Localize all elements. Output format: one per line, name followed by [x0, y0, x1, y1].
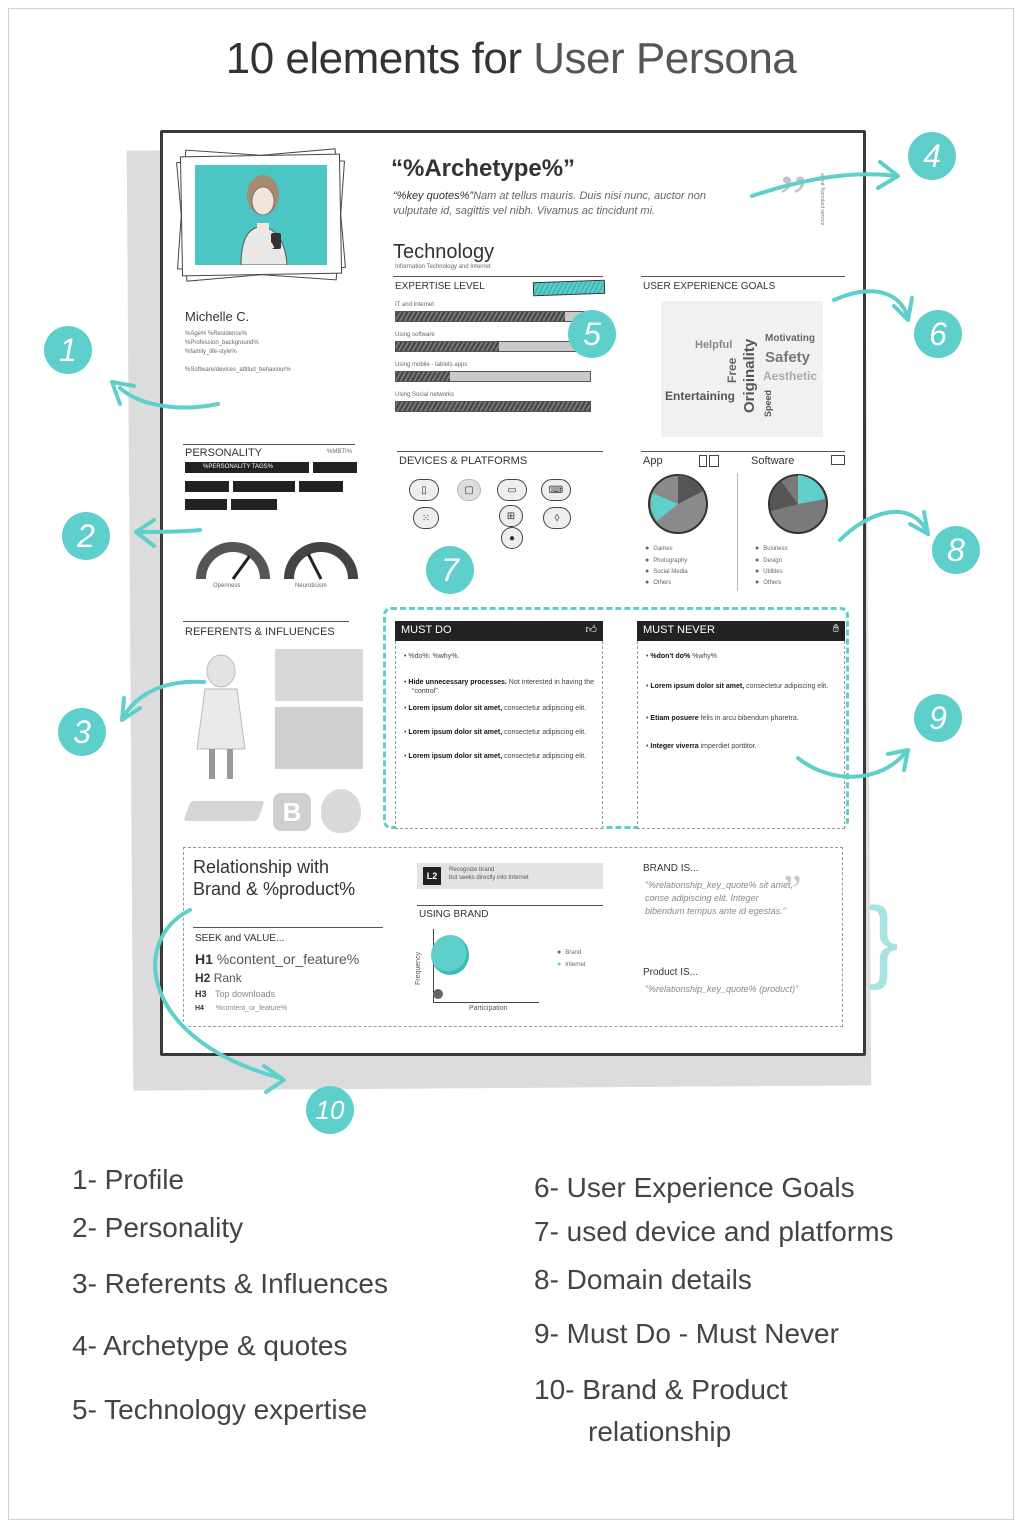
- woman-illustration: [195, 165, 327, 265]
- legend-item-10: 10- Brand & Product: [534, 1374, 788, 1405]
- software-pie-chart: [767, 473, 829, 535]
- rank-h4: [195, 1005, 287, 1012]
- must-do-title: MUST DO: [401, 624, 452, 636]
- title-light: User Persona: [533, 34, 797, 83]
- item-bold: Etiam posuere: [650, 715, 699, 722]
- brand-dot: [433, 989, 443, 999]
- personality-tag-7: [231, 499, 277, 510]
- bullet-icon: •: [404, 705, 409, 712]
- referents-header: REFERENTS & INFLUENCES: [185, 626, 335, 638]
- expertise-bar-fill: [396, 342, 499, 351]
- must-do-header: [395, 621, 603, 641]
- expertise-bar-label: Using software: [395, 332, 435, 338]
- badge-5: 5: [568, 310, 616, 358]
- tablet-device-icon: [183, 801, 264, 821]
- gauge-openness-label: Openness: [213, 583, 241, 589]
- legend-item-3: 3- Referents & Influences: [72, 1268, 388, 1299]
- product-is-quote: “%relationship_key_quote% (product)”: [645, 984, 799, 994]
- side-credit: about %product service: [819, 173, 825, 226]
- rank-h2-text: Rank: [213, 971, 242, 985]
- rank-h1: [195, 951, 359, 967]
- quote-label: “%key quotes%”: [393, 190, 474, 202]
- item-bold: %don't do%: [650, 653, 691, 660]
- software-legend-item: ● Utilities: [755, 568, 783, 575]
- x-axis-label: Participation: [469, 1005, 508, 1012]
- ux-word-speed: Speed: [763, 389, 773, 417]
- rank-h3: [195, 989, 275, 999]
- rank-h1-tag: H1: [195, 951, 213, 967]
- phone-icon: ▯: [409, 479, 439, 501]
- blackberry-icon: ⁙: [413, 507, 439, 529]
- must-do-item: [404, 652, 598, 661]
- mobile-icon: [699, 455, 707, 467]
- expertise-bar-track: [395, 311, 591, 322]
- level-badge: L2: [423, 867, 441, 885]
- profile-name: Michelle C.: [185, 309, 250, 324]
- internet-blob: [431, 935, 469, 975]
- quote-text: Nam at tellus mauris. Duis nisi nunc, auctor non vulputate id, sagittis vel nibh. Vivamus ac tincidunt mi.: [393, 190, 707, 217]
- profile-photo: [181, 155, 341, 275]
- photo-image: [195, 165, 327, 265]
- legend-item-10-cont: relationship: [588, 1416, 732, 1447]
- legend-brand: ● Brand: [557, 949, 581, 956]
- badge-9: 9: [914, 694, 962, 742]
- rank-h4-text: %content_or_feature%: [215, 1005, 288, 1012]
- bullet-icon: •: [646, 743, 651, 750]
- legend-internet-text: Internet: [565, 962, 586, 968]
- laptop-icon: ⌨: [541, 479, 571, 501]
- android-icon: ◊: [543, 507, 571, 529]
- ux-word-originality: Originality: [741, 338, 758, 413]
- brace-icon: }: [868, 889, 899, 991]
- expertise-bar-track: [395, 341, 591, 352]
- level-text-1: Recognize brand: [449, 867, 495, 873]
- expertise-bar-fill: [396, 312, 565, 321]
- software-label: Software: [751, 455, 795, 467]
- monitor-icon: ▭: [497, 479, 527, 501]
- expertise-legend-swatch: [533, 280, 605, 297]
- bullet-icon: •: [404, 729, 409, 736]
- page-title: [0, 34, 1022, 84]
- item-text: consectetur adipiscing elit.: [502, 729, 587, 736]
- app-legend-item: ● Photography: [645, 557, 687, 564]
- must-do-item: [404, 728, 598, 737]
- bullet-icon: •: [646, 653, 651, 660]
- quote-mark-icon: ”: [779, 162, 808, 233]
- gauge-openness: [193, 537, 273, 587]
- child-photo: [191, 649, 251, 783]
- badge-2: 2: [62, 512, 110, 560]
- software-legend-item: ● Business: [755, 545, 788, 552]
- legend-item-5: 5- Technology expertise: [72, 1394, 368, 1425]
- item-bold: Integer viverra: [650, 743, 699, 750]
- must-never-panel: [637, 621, 845, 829]
- item-bold: Lorem ipsum dolor sit amet,: [650, 683, 745, 690]
- ux-word-motivating: Motivating: [765, 333, 815, 344]
- profile-line-3: %family_life-style%: [185, 349, 237, 355]
- item-text: %do%: %why%.: [408, 653, 460, 660]
- legend-item-7: 7- used device and platforms: [534, 1216, 894, 1247]
- technology-title: Technology: [393, 241, 495, 263]
- legend-item-2: 2- Personality: [72, 1212, 244, 1243]
- title-bold: 10 elements for: [225, 34, 522, 83]
- ux-word-helpful: Helpful: [695, 339, 733, 351]
- must-never-item: [646, 682, 840, 691]
- bullet-icon: •: [404, 679, 409, 686]
- personality-tag-4: [233, 481, 295, 492]
- gauge-neuroticism: [281, 537, 361, 587]
- desktop-small-icon: [831, 455, 845, 465]
- brand-is-quote: “%relationship_key_quote% sit amet, conse adipiscing elit. Integer bibendum tempus ante id egestas.”: [645, 880, 794, 916]
- bullet-icon: •: [646, 715, 651, 722]
- apple-logo-icon: [321, 789, 361, 833]
- software-legend-item: ● Design: [755, 557, 782, 564]
- badge-6: 6: [914, 310, 962, 358]
- must-never-item: [646, 742, 840, 751]
- gauge-openness-icon: [193, 537, 273, 581]
- item-text: Not interested in having the “control”.: [412, 679, 595, 695]
- expertise-bar-track: [395, 401, 591, 412]
- referent-photo-children: [275, 707, 363, 769]
- item-text: felis in arcu bibendum pharetra.: [698, 715, 799, 722]
- rank-h3-tag: H3: [195, 989, 207, 999]
- personality-tag-1: [185, 462, 309, 473]
- item-text: consectetur adipiscing elit.: [502, 753, 587, 760]
- personality-tags-label: %PERSONALITY TAGS%: [203, 464, 274, 470]
- item-text: %why%: [690, 653, 718, 660]
- archetype-quote: [393, 189, 753, 219]
- x-axis-line: [433, 1002, 539, 1003]
- item-bold: Hide unnecessary processes.: [408, 679, 507, 686]
- blogger-icon: B: [273, 793, 311, 831]
- mbti-label: %MBTI%: [327, 449, 353, 455]
- personality-tag-6: [185, 499, 227, 510]
- item-text: consectetur adipiscing elit.: [744, 683, 829, 690]
- profile-line-2: %Profession_background%: [185, 340, 259, 346]
- profile-line-1: %Age% %Residence%: [185, 331, 248, 337]
- expertise-bar-label: Using Social networks: [395, 392, 455, 398]
- rank-h4-tag: H4: [195, 1005, 204, 1012]
- gauge-neuroticism-icon: [281, 537, 361, 581]
- personality-header: PERSONALITY: [185, 447, 263, 459]
- product-is-header: Product IS...: [643, 967, 699, 978]
- must-never-header: [637, 621, 845, 641]
- persona-sheet: [160, 130, 866, 1056]
- badge-1: 1: [44, 326, 92, 374]
- y-axis-label: Frequency: [415, 951, 422, 985]
- must-never-title: MUST NEVER: [643, 624, 715, 636]
- level-text-2: but seeks directly into Internet: [449, 875, 529, 881]
- legend-item-1: 1- Profile: [72, 1164, 185, 1195]
- brand-quote-mark-icon: ”: [783, 868, 802, 914]
- legend-item-9: 9- Must Do - Must Never: [534, 1318, 839, 1349]
- legend-internet: ● Internet: [557, 961, 586, 968]
- stop-hand-icon: ✋︎: [832, 623, 839, 635]
- bullet-icon: •: [646, 683, 651, 690]
- referent-photo-group: [275, 649, 363, 701]
- tablet-icon: ▢: [457, 479, 481, 501]
- legend-item-4: 4- Archetype & quotes: [72, 1330, 348, 1361]
- devices-header: DEVICES & PLATFORMS: [399, 455, 528, 467]
- badge-8: 8: [932, 526, 980, 574]
- windows-icon: ⊞: [499, 505, 523, 527]
- brand-is-header: BRAND IS...: [643, 863, 699, 874]
- app-legend-item: ● Social Media: [645, 568, 688, 575]
- ux-word-entertaining: Entertaining: [665, 389, 736, 403]
- expertise-bar-track: [395, 371, 591, 382]
- item-bold: Lorem ipsum dolor sit amet,: [408, 705, 503, 712]
- item-bold: Lorem ipsum dolor sit amet,: [408, 753, 503, 760]
- brand-title-line-1: Relationship with: [193, 857, 330, 877]
- badge-3: 3: [58, 708, 106, 756]
- app-pie-chart: [647, 473, 709, 535]
- expertise-header: EXPERTISE LEVEL: [395, 281, 485, 292]
- item-bold: Lorem ipsum dolor sit amet,: [408, 729, 503, 736]
- ux-word-aesthetic: Aesthetic: [763, 369, 818, 383]
- expertise-bar-fill: [396, 372, 450, 381]
- thumbs-up-icon: 👍︎: [585, 624, 597, 636]
- software-legend-item: ● Others: [755, 579, 781, 586]
- apple-icon: ●: [501, 527, 523, 549]
- must-do-item: [404, 752, 598, 761]
- rank-h2-tag: H2: [195, 971, 211, 985]
- profile-line-4: %Software/devices_attitud_behaviour%: [185, 367, 291, 373]
- app-label: App: [643, 455, 663, 467]
- badge-7: 7: [426, 546, 474, 594]
- must-do-item: [404, 678, 598, 696]
- rank-h2: [195, 971, 242, 985]
- ux-word-cloud: [661, 301, 823, 437]
- technology-subtitle: Information Technology and Internet: [395, 264, 491, 270]
- expertise-bar-fill: [396, 402, 590, 411]
- personality-tag-5: [299, 481, 343, 492]
- level-box: [417, 863, 603, 889]
- personality-tag-3: [185, 481, 229, 492]
- must-never-item: [646, 652, 840, 661]
- badge-10: 10: [306, 1086, 354, 1134]
- item-text: consectetur adipiscing elit.: [502, 705, 587, 712]
- personality-tag-2: [313, 462, 357, 473]
- bullet-icon: •: [404, 753, 409, 760]
- using-brand-header: USING BRAND: [419, 909, 489, 920]
- rank-h1-text: %content_or_feature%: [216, 951, 360, 967]
- badge-4: 4: [908, 132, 956, 180]
- archetype-title: “%Archetype%”: [391, 155, 576, 182]
- must-do-item: [404, 704, 598, 713]
- bullet-icon: •: [404, 653, 409, 660]
- expertise-bar-label: IT and Internet: [395, 302, 434, 308]
- legend-item-6: 6- User Experience Goals: [534, 1172, 855, 1203]
- must-never-item: [646, 714, 840, 723]
- legend-item-8: 8- Domain details: [534, 1264, 752, 1295]
- ux-word-free: Free: [725, 357, 739, 383]
- item-text: imperdiet porttitor.: [698, 743, 757, 750]
- ux-goals-header: USER EXPERIENCE GOALS: [643, 281, 776, 292]
- ux-word-safety: Safety: [765, 349, 811, 366]
- tablet-small-icon: [709, 455, 719, 467]
- must-do-panel: [395, 621, 603, 829]
- gauge-neuroticism-label: Neuroticism: [295, 583, 327, 589]
- brand-title-line-2: Brand & %product%: [193, 879, 356, 899]
- rank-h3-text: Top downloads: [215, 989, 276, 999]
- seek-header: SEEK and VALUE...: [195, 933, 285, 944]
- expertise-bar-label: Using mobile - tablets apps: [395, 362, 468, 368]
- app-legend-item: ● Games: [645, 545, 673, 552]
- app-legend-item: ● Others: [645, 579, 671, 586]
